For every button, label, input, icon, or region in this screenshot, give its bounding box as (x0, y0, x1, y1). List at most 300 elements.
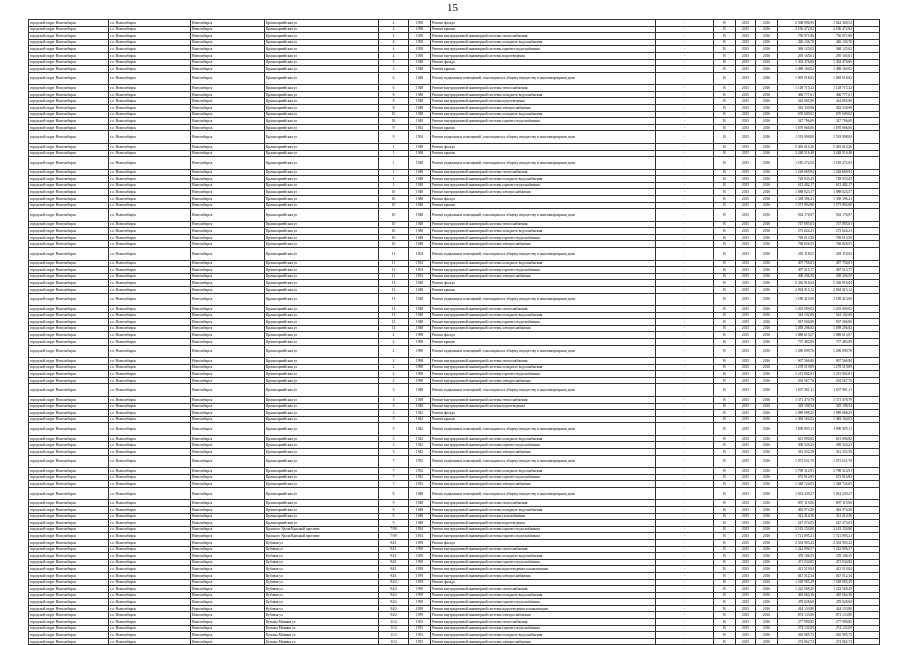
cell-build-year: 1954 (409, 273, 431, 280)
cell-energy-class: - (656, 267, 714, 274)
cell-energy-class: - (656, 338, 714, 345)
cell-house-number: 5 (379, 423, 409, 436)
cell-energy-class: - (656, 105, 714, 112)
cell-city: Новосибирск (191, 124, 265, 131)
cell-house-number: 5 (379, 59, 409, 66)
cell-street: Красноармейская ул (265, 455, 379, 468)
cell-city: Новосибирск (191, 474, 265, 481)
cell-street: Красноармейская ул (265, 474, 379, 481)
cell-energy-class: - (656, 195, 714, 202)
cell-year-end: 2016 (756, 312, 778, 319)
cell-year-start: 2015 (736, 124, 756, 131)
cell-year-end: 2016 (756, 455, 778, 468)
cell-year-start: 2015 (736, 312, 756, 319)
cell-cost-fund: 308 524,23 (816, 442, 854, 449)
cell-category: В (714, 364, 736, 371)
cell-build-year: 1948 (409, 111, 431, 118)
cell-cost-fund: 497 315,77 (816, 267, 854, 274)
cell-empty (854, 442, 880, 449)
cell-municipality: городской округ Новосибирск (29, 209, 109, 222)
cell-settlement: г.о. Новосибирск (109, 345, 191, 358)
cell-energy-class: - (656, 59, 714, 66)
cell-build-year: 1948 (409, 209, 431, 222)
cell-work-type: Ремонт подвальных помещений, относящихся к общему имуществу в многоквартирном доме (431, 72, 656, 85)
cell-work-type: Ремонт внутридомовой инженерной системы холодного водоснабжения (431, 176, 656, 183)
cell-city: Новосибирск (191, 241, 265, 248)
cell-year-start: 2015 (736, 39, 756, 46)
cell-house-number: 10 (379, 221, 409, 228)
cell-work-type: Ремонт внутридомовой инженерной системы теплоснабжения (431, 169, 656, 176)
cell-energy-class: - (656, 260, 714, 267)
cell-work-type: Ремонт внутридомовой инженерной системы холодного водоснабжения (431, 435, 656, 442)
cell-municipality: городской округ Новосибирск (29, 293, 109, 306)
cell-city: Новосибирск (191, 20, 265, 27)
cell-empty (854, 345, 880, 358)
cell-cost-fund: 874 133,80 (816, 612, 854, 619)
cell-settlement: г.о. Новосибирск (109, 280, 191, 287)
cell-work-type: Ремонт крыши (431, 338, 656, 345)
table-row (29, 176, 880, 183)
cell-cost-fund: 1 037 961,11 (816, 384, 854, 397)
cell-house-number: 11 (379, 267, 409, 274)
cell-year-start: 2015 (736, 632, 756, 639)
cell-cost-total: 567 506,80 (778, 319, 816, 326)
cell-empty (854, 592, 880, 599)
cell-house-number: 9 (379, 506, 409, 513)
cell-empty (854, 586, 880, 593)
cell-year-start: 2015 (736, 526, 756, 533)
cell-category: В (714, 500, 736, 507)
cell-cost-total: 768 826,55 (778, 241, 816, 248)
cell-municipality: городской округ Новосибирск (29, 273, 109, 280)
table-row (29, 66, 880, 73)
cell-energy-class: - (656, 513, 714, 520)
cell-house-number: 4 (379, 26, 409, 33)
cell-city: Новосибирск (191, 358, 265, 365)
cell-energy-class: - (656, 500, 714, 507)
cell-street: Красноармейская ул (265, 157, 379, 170)
table-row (29, 566, 880, 573)
cell-cost-fund: 1 721 895,21 (816, 533, 854, 540)
table-row (29, 143, 880, 150)
cell-settlement: г.о. Новосибирск (109, 124, 191, 131)
cell-municipality: городской округ Новосибирск (29, 176, 109, 183)
cell-settlement: г.о. Новосибирск (109, 20, 191, 27)
cell-settlement: г.о. Новосибирск (109, 403, 191, 410)
cell-work-type: Ремонт внутридомовой инженерной системы холодного водоснабжения (431, 39, 656, 46)
cell-energy-class: - (656, 286, 714, 293)
cell-municipality: городской округ Новосибирск (29, 533, 109, 540)
table-row (29, 98, 880, 105)
cell-city: Новосибирск (191, 312, 265, 319)
cell-year-end: 2016 (756, 364, 778, 371)
cell-municipality: городской округ Новосибирск (29, 118, 109, 125)
cell-category: В (714, 209, 736, 222)
cell-municipality: городской округ Новосибирск (29, 487, 109, 500)
cell-energy-class: - (656, 293, 714, 306)
cell-street: Кузьмы Минина ул (265, 632, 379, 639)
cell-energy-class: - (656, 176, 714, 183)
cell-settlement: г.о. Новосибирск (109, 105, 191, 112)
cell-house-number: 4 (379, 46, 409, 53)
cell-municipality: городской округ Новосибирск (29, 20, 109, 27)
cell-year-end: 2016 (756, 273, 778, 280)
cell-city: Новосибирск (191, 553, 265, 560)
table-row (29, 572, 880, 579)
cell-empty (854, 435, 880, 442)
cell-house-number: 9 (379, 487, 409, 500)
cell-category: В (714, 221, 736, 228)
cell-work-type: Ремонт внутридомовой инженерной системы горячего водоснабжения (431, 267, 656, 274)
cell-year-end: 2016 (756, 157, 778, 170)
cell-cost-fund: 274 132,09 (816, 625, 854, 632)
cell-settlement: г.о. Новосибирск (109, 625, 191, 632)
cell-house-number: 11/2 (379, 632, 409, 639)
cell-cost-total: 1 088 023,57 (778, 189, 816, 196)
cell-build-year: 1948 (409, 487, 431, 500)
cell-settlement: г.о. Новосибирск (109, 592, 191, 599)
cell-settlement: г.о. Новосибирск (109, 358, 191, 365)
cell-city: Новосибирск (191, 260, 265, 267)
cell-empty (854, 396, 880, 403)
cell-cost-total: 1 302 476,66 (778, 59, 816, 66)
cell-category: В (714, 26, 736, 33)
cell-house-number: 5 (379, 416, 409, 423)
cell-city: Новосибирск (191, 599, 265, 606)
cell-work-type: Ремонт подвальных помещений, относящихся к общему имуществу в многоквартирном доме (431, 248, 656, 261)
cell-house-number: 6 (379, 72, 409, 85)
cell-year-start: 2015 (736, 423, 756, 436)
cell-year-end: 2016 (756, 468, 778, 475)
table-row (29, 280, 880, 287)
cell-settlement: г.о. Новосибирск (109, 332, 191, 339)
cell-energy-class: - (656, 66, 714, 73)
cell-municipality: городской округ Новосибирск (29, 228, 109, 235)
cell-cost-total: 1 203 009,02 (778, 306, 816, 313)
cell-cost-fund: 281 118,02 (816, 248, 854, 261)
cell-category: В (714, 442, 736, 449)
cell-house-number: 94/2 (379, 579, 409, 586)
cell-work-type: Ремонт внутридомовой инженерной системы горячего водоснабжения (431, 319, 656, 326)
cell-street: Красноармейская ул (265, 131, 379, 144)
cell-energy-class: - (656, 273, 714, 280)
cell-year-start: 2015 (736, 513, 756, 520)
cell-year-start: 2015 (736, 150, 756, 157)
cell-cost-fund: 1 670 066,00 (816, 124, 854, 131)
cell-cost-total: 424 133,80 (778, 605, 816, 612)
cell-empty (854, 241, 880, 248)
cell-year-end: 2016 (756, 371, 778, 378)
cell-category: В (714, 319, 736, 326)
cell-street: Красноармейская ул (265, 319, 379, 326)
cell-category: В (714, 579, 736, 586)
cell-cost-total: 907 566,80 (778, 358, 816, 365)
cell-settlement: г.о. Новосибирск (109, 286, 191, 293)
cell-year-start: 2015 (736, 638, 756, 645)
cell-street: Красноармейская ул (265, 358, 379, 365)
table-row (29, 195, 880, 202)
cell-cost-total: 5 336 916,04 (778, 280, 816, 287)
cell-house-number: 9 (379, 131, 409, 144)
cell-cost-fund: 1 519 998,00 (816, 131, 854, 144)
cell-empty (854, 619, 880, 626)
cell-empty (854, 52, 880, 59)
cell-house-number: 7 (379, 474, 409, 481)
cell-category: В (714, 592, 736, 599)
cell-work-type: Ремонт внутридомовой инженерной системы теплоснабжения (431, 85, 656, 92)
cell-year-end: 2016 (756, 118, 778, 125)
cell-street: Кубовая ул (265, 572, 379, 579)
cell-work-type: Ремонт внутридомовой инженерной системы холодного водоснабжения (431, 91, 656, 98)
cell-house-number: 13 (379, 306, 409, 313)
cell-year-end: 2016 (756, 559, 778, 566)
table-row (29, 553, 880, 560)
cell-cost-total: 1 222 996,57 (778, 546, 816, 553)
table-row (29, 157, 880, 170)
cell-city: Новосибирск (191, 345, 265, 358)
cell-work-type: Ремонт подвальных помещений, относящихся к общему имуществу в многоквартирном доме (431, 384, 656, 397)
cell-category: В (714, 248, 736, 261)
cell-category: В (714, 423, 736, 436)
cell-work-type: Ремонт внутридомовой инженерной системы горячего водоснабжения (431, 182, 656, 189)
cell-empty (854, 306, 880, 313)
cell-build-year: 1952 (409, 481, 431, 488)
cell-energy-class: - (656, 526, 714, 533)
cell-year-end: 2016 (756, 332, 778, 339)
cell-empty (854, 371, 880, 378)
cell-work-type: Ремонт фасада (431, 410, 656, 417)
cell-build-year: 1998 (409, 377, 431, 384)
cell-cost-total: 1 189 413,69 (778, 293, 816, 306)
cell-build-year: 1948 (409, 143, 431, 150)
cell-cost-total: 1 348 724,05 (778, 481, 816, 488)
cell-build-year: 1948 (409, 98, 431, 105)
table-row (29, 286, 880, 293)
cell-house-number: 11/2 (379, 625, 409, 632)
cell-municipality: городской округ Новосибирск (29, 526, 109, 533)
cell-cost-fund: 1 203 009,02 (816, 306, 854, 313)
cell-category: В (714, 345, 736, 358)
cell-energy-class: - (656, 612, 714, 619)
cell-house-number: 5 (379, 410, 409, 417)
cell-city: Новосибирск (191, 234, 265, 241)
cell-settlement: г.о. Новосибирск (109, 325, 191, 332)
cell-cost-fund: 1 899 905,11 (816, 423, 854, 436)
cell-city: Новосибирск (191, 202, 265, 209)
cell-build-year: 1998 (409, 358, 431, 365)
cell-cost-fund: 1 185 272,03 (816, 157, 854, 170)
cell-category: В (714, 273, 736, 280)
cell-house-number: 2 (379, 332, 409, 339)
cell-street: Красноармейская ул (265, 143, 379, 150)
cell-work-type: Ремонт внутридомовой инженерной системы газоснабжения (431, 513, 656, 520)
cell-build-year: 1948 (409, 105, 431, 112)
cell-energy-class: - (656, 638, 714, 645)
cell-municipality: городской округ Новосибирск (29, 267, 109, 274)
cell-house-number: 9 (379, 500, 409, 507)
cell-settlement: г.о. Новосибирск (109, 526, 191, 533)
cell-year-end: 2016 (756, 592, 778, 599)
cell-settlement: г.о. Новосибирск (109, 118, 191, 125)
cell-category: В (714, 539, 736, 546)
cell-street: Красноармейская ул (265, 364, 379, 371)
table-row (29, 455, 880, 468)
cell-build-year: 1998 (409, 364, 431, 371)
cell-year-start: 2015 (736, 118, 756, 125)
table-row (29, 481, 880, 488)
cell-city: Новосибирск (191, 625, 265, 632)
cell-street: Кубовая ул (265, 559, 379, 566)
cell-energy-class: - (656, 384, 714, 397)
cell-build-year: 1942 (409, 410, 431, 417)
cell-work-type: Ремонт внутридомовой инженерной системы холодного водоснабжения (431, 364, 656, 371)
cell-settlement: г.о. Новосибирск (109, 572, 191, 579)
table-row (29, 632, 880, 639)
cell-year-end: 2016 (756, 267, 778, 274)
table-row (29, 332, 880, 339)
cell-work-type: Ремонт внутридомовой инженерной системы горячего водоснабжения (431, 474, 656, 481)
cell-year-start: 2015 (736, 293, 756, 306)
cell-category: В (714, 91, 736, 98)
cell-house-number: 13 (379, 293, 409, 306)
cell-cost-total: 1 222 568,45 (778, 586, 816, 593)
cell-house-number: 5 (379, 449, 409, 456)
cell-city: Новосибирск (191, 526, 265, 533)
cell-build-year: 1952 (409, 455, 431, 468)
cell-cost-total: 329 198,54 (778, 403, 816, 410)
cell-settlement: г.о. Новосибирск (109, 396, 191, 403)
cell-street: Красноармейская ул (265, 150, 379, 157)
cell-category: В (714, 520, 736, 527)
cell-cost-fund: 274 062,72 (816, 638, 854, 645)
cell-work-type: Ремонт крыши (431, 202, 656, 209)
cell-year-end: 2016 (756, 176, 778, 183)
cell-category: В (714, 169, 736, 176)
cell-year-start: 2015 (736, 20, 756, 27)
cell-cost-fund: 2 962 415,12 (816, 286, 854, 293)
cell-cost-total: 1 528 995,29 (778, 579, 816, 586)
cell-year-end: 2016 (756, 26, 778, 33)
cell-street: Красноармейская ул (265, 46, 379, 53)
cell-build-year: 1959 (409, 579, 431, 586)
cell-city: Новосибирск (191, 59, 265, 66)
cell-municipality: городской округ Новосибирск (29, 572, 109, 579)
cell-work-type: Ремонт внутридомовой инженерной системы теплоснабжения (431, 306, 656, 313)
cell-cost-fund: 497 756,01 (816, 260, 854, 267)
cell-energy-class: - (656, 228, 714, 235)
cell-build-year: 1948 (409, 319, 431, 326)
cell-house-number: 94/1 (379, 539, 409, 546)
cell-work-type: Ремонт подвальных помещений, относящихся к общему имуществу в многоквартирном доме (431, 423, 656, 436)
cell-category: В (714, 118, 736, 125)
cell-work-type: Ремонт внутридомовой инженерной системы холодного водоснабжения (431, 506, 656, 513)
cell-city: Новосибирск (191, 592, 265, 599)
cell-year-end: 2016 (756, 195, 778, 202)
cell-cost-total: 673 914,83 (778, 474, 816, 481)
cell-energy-class: - (656, 539, 714, 546)
cell-empty (854, 423, 880, 436)
cell-energy-class: - (656, 533, 714, 540)
cell-year-start: 2015 (736, 559, 756, 566)
cell-year-start: 2015 (736, 286, 756, 293)
cell-empty (854, 625, 880, 632)
cell-street: Красноармейская ул (265, 371, 379, 378)
cell-category: В (714, 143, 736, 150)
cell-settlement: г.о. Новосибирск (109, 638, 191, 645)
cell-build-year: 1958 (409, 33, 431, 40)
cell-category: В (714, 572, 736, 579)
cell-house-number: 9 (379, 124, 409, 131)
cell-cost-total: 1 296 099,76 (778, 345, 816, 358)
cell-municipality: городской округ Новосибирск (29, 39, 109, 46)
cell-settlement: г.о. Новосибирск (109, 533, 191, 540)
cell-house-number: 94/2 (379, 586, 409, 593)
cell-build-year: 1953 (409, 619, 431, 626)
cell-cost-fund: 1 302 476,66 (816, 59, 854, 66)
cell-year-end: 2016 (756, 474, 778, 481)
cell-cost-fund: 1 798 314,91 (816, 468, 854, 475)
cell-cost-total: 562 176,97 (778, 209, 816, 222)
cell-category: В (714, 371, 736, 378)
capital-repair-table (28, 19, 880, 645)
cell-settlement: г.о. Новосибирск (109, 619, 191, 626)
table-row (29, 468, 880, 475)
cell-energy-class: - (656, 118, 714, 125)
cell-year-end: 2016 (756, 358, 778, 365)
cell-build-year: 1958 (409, 26, 431, 33)
cell-empty (854, 632, 880, 639)
cell-cost-total: 1 278 519,89 (778, 364, 816, 371)
cell-cost-fund: 631 096,82 (816, 435, 854, 442)
cell-work-type: Ремонт внутридомовой инженерной системы горячего водоснабжения (431, 442, 656, 449)
cell-year-start: 2015 (736, 319, 756, 326)
cell-year-end: 2016 (756, 566, 778, 573)
cell-street: Красноармейская ул (265, 286, 379, 293)
cell-settlement: г.о. Новосибирск (109, 33, 191, 40)
cell-energy-class: - (656, 221, 714, 228)
cell-street: Красноармейская ул (265, 267, 379, 274)
cell-municipality: городской округ Новосибирск (29, 345, 109, 358)
cell-empty (854, 638, 880, 645)
cell-municipality: городской округ Новосибирск (29, 234, 109, 241)
table-row (29, 131, 880, 144)
cell-municipality: городской округ Новосибирск (29, 403, 109, 410)
cell-cost-total: 274 062,72 (778, 638, 816, 645)
cell-category: В (714, 182, 736, 189)
cell-work-type: Ремонт внутридомовой инженерной системы водоотведения и канализации (431, 566, 656, 573)
cell-city: Новосибирск (191, 273, 265, 280)
cell-city: Новосибирск (191, 228, 265, 235)
cell-empty (854, 416, 880, 423)
cell-work-type: Ремонт внутридомовой инженерной системы электроснабжения (431, 377, 656, 384)
cell-category: В (714, 267, 736, 274)
cell-cost-total: 1 058 206,02 (778, 325, 816, 332)
cell-cost-total: 341 352,58 (778, 449, 816, 456)
cell-year-end: 2016 (756, 248, 778, 261)
cell-work-type: Ремонт подвальных помещений, относящихся к общему имуществу в многоквартирном доме (431, 455, 656, 468)
cell-empty (854, 157, 880, 170)
cell-cost-fund: 728 033,45 (816, 176, 854, 183)
cell-year-end: 2016 (756, 410, 778, 417)
cell-year-start: 2015 (736, 157, 756, 170)
cell-settlement: г.о. Новосибирск (109, 209, 191, 222)
cell-energy-class: - (656, 319, 714, 326)
cell-energy-class: - (656, 169, 714, 176)
cell-house-number: 11/2 (379, 638, 409, 645)
cell-work-type: Ремонт внутридомовой инженерной системы холодного водоснабжения (431, 468, 656, 475)
cell-energy-class: - (656, 202, 714, 209)
cell-empty (854, 260, 880, 267)
